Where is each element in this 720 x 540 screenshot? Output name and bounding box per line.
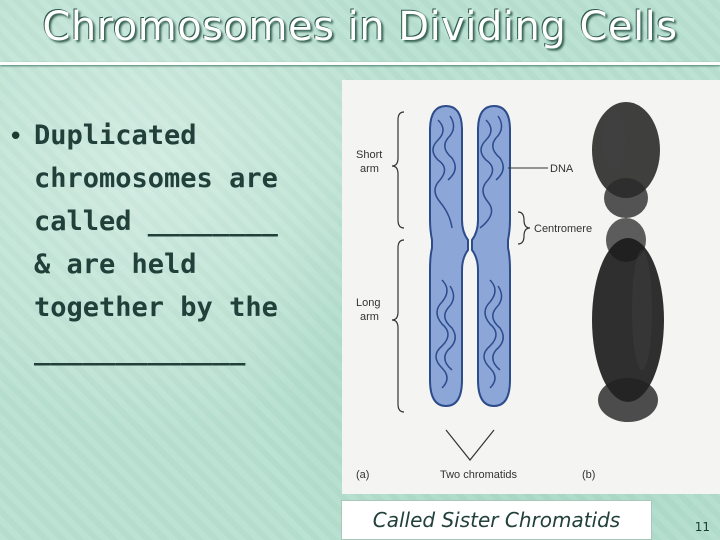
caption-box	[341, 500, 652, 540]
bullet-line: called ________	[34, 206, 278, 237]
short-arm-bracket	[392, 112, 404, 228]
long-arm-bracket	[392, 240, 404, 412]
bullet-line: _____________	[34, 335, 246, 366]
bullet-line: & are held	[34, 249, 197, 280]
two-chromatids-pointer	[446, 430, 494, 460]
short-arm-label-1: Short	[356, 149, 383, 161]
short-arm-label-2: arm	[360, 163, 379, 175]
page-number: 11	[694, 520, 710, 534]
centromere-bracket	[518, 212, 530, 244]
bullet-line: Duplicated	[34, 120, 197, 151]
caption-text: Called Sister Chromatids	[372, 508, 621, 532]
bullet-marker: •	[8, 122, 24, 152]
micrograph-chromosome	[592, 102, 664, 422]
chromatid-left	[430, 106, 468, 406]
centromere-label: Centromere	[534, 223, 593, 235]
dna-label: DNA	[550, 163, 574, 175]
chromatid-right	[472, 106, 510, 406]
long-arm-label-2: arm	[360, 311, 379, 323]
panel-b-label: (b)	[582, 469, 596, 481]
two-chromatids-label: Two chromatids	[440, 469, 518, 481]
bullet-text	[34, 114, 344, 372]
panel-a-label: (a)	[356, 469, 370, 481]
title-underline	[0, 62, 720, 65]
bullet-line: together by the	[34, 292, 278, 323]
chromosome-figure	[342, 80, 720, 494]
long-arm-label-1: Long	[356, 297, 381, 309]
slide-title: Chromosomes in Dividing Cells	[42, 4, 678, 50]
bullet-line: chromosomes are	[34, 163, 278, 194]
